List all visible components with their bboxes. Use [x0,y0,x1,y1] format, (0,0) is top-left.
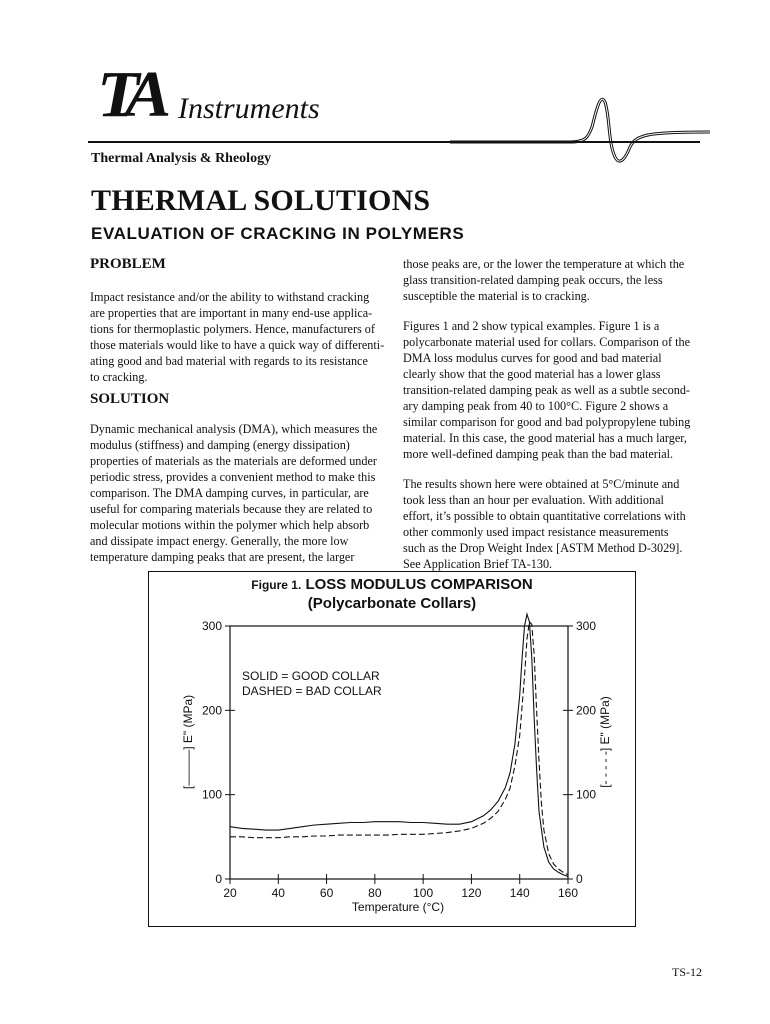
text-line: transition-related damping peak as well as a subtle second- [403,383,690,397]
text-line: modulus (stiffness) and damping (energy dissipation) [90,438,350,452]
text-line: ating good and bad material with regards to its resistance [90,354,368,368]
y-tick-label-left: 300 [201,619,222,633]
problem-section [90,256,390,385]
text-line: molecular motions within the polymer which help absorb [90,518,370,532]
x-tick-label: 120 [461,886,482,900]
x-tick-label: 60 [319,886,334,900]
header-rule [88,141,700,143]
text-line: glass transition-related damping peak occurs, the less [403,273,663,287]
text-line: clearly show that the good material has a lower glass [403,367,661,381]
right-paragraph-1 [403,256,703,304]
text-line: took less than an hour per evaluation. With additional [403,493,664,507]
right-paragraph-2 [403,318,703,462]
logo-ta: TA [97,58,161,131]
y-tick-label-right: 300 [576,619,597,633]
x-axis-label: Temperature (°C) [351,900,445,914]
problem-paragraph [90,289,390,385]
text-line: and dissipate impact energy. Generally, the more low [90,534,349,548]
page-number: TS-12 [672,965,702,979]
text-line: similar comparison for good and bad polypropylene tubing [403,415,691,429]
text-line: other commonly used impact resistance measurements [403,525,669,539]
x-tick-label: 140 [509,886,530,900]
header-subtitle: Thermal Analysis & Rheology [91,151,272,166]
right-column [403,256,703,572]
text-line: periodic stress, provides a convenient method to make this [90,470,376,484]
text-line: effort, it’s possible to obtain quantitative correlations with [403,509,686,523]
y-axis-label-left: [———] E" (MPa) [181,694,195,790]
text-line: to cracking. [90,370,148,384]
solution-section [90,391,390,565]
y-tick-label-left: 0 [215,872,222,886]
text-line: useful for comparing materials because they are related to [90,502,373,516]
series-line-bad-collar [230,622,568,875]
text-line: susceptible the material is to cracking. [403,289,590,303]
text-line: those materials would like to have a quick way of differenti- [90,338,385,352]
problem-heading: PROBLEM [90,256,166,272]
x-tick-label: 40 [271,886,285,900]
text-line: polycarbonate material used for collars. Comparison of the [403,335,690,349]
x-tick-label: 80 [368,886,382,900]
y-tick-label-left: 100 [201,787,222,802]
text-line: material. In this case, the good material has a much larger, [403,431,687,445]
page-title: THERMAL SOLUTIONS [91,184,431,217]
text-line: Dynamic mechanical analysis (DMA), which measures the [90,422,378,436]
text-line: The results shown here were obtained at 5°C/minute and [403,477,680,491]
text-line: Impact resistance and/or the ability to withstand cracking [90,290,370,304]
text-line: such as the Drop Weight Index [ASTM Method D-3029]. [403,541,683,555]
y-tick-label-right: 100 [576,787,597,802]
text-line: See Application Brief TA-130. [403,557,553,571]
loss-modulus-chart [148,571,636,927]
text-line: temperature damping peaks that are present, the larger [90,550,355,564]
text-line: those peaks are, or the lower the temperature at which the [403,257,685,271]
logo-instruments: Instruments [178,92,320,125]
text-line: tions for thermoplastic polymers. Hence, manufacturers of [90,322,375,336]
page-heading: EVALUATION OF CRACKING IN POLYMERS [91,224,465,243]
figure-label: Figure 1. [251,578,302,592]
y-tick-label-left: 200 [201,703,222,718]
x-tick-label: 160 [557,886,579,900]
y-tick-label-right: 200 [576,703,597,718]
text-line: Figures 1 and 2 show typical examples. Figure 1 is a [403,319,660,333]
text-line: properties of materials as the materials are deformed under [90,454,377,468]
legend-dashed-label: DASHED = BAD COLLAR [242,684,382,698]
text-line: more well-defined damping peak than the bad material. [403,447,674,461]
y-tick-label-right: 0 [576,872,583,886]
text-line: ary damping peak from 40 to 100°C. Figure 2 shows a [403,399,669,413]
solution-paragraph [90,421,390,565]
legend-solid-label: SOLID = GOOD COLLAR [242,669,380,683]
logo-wave-icon [450,72,710,172]
right-paragraph-3 [403,476,703,572]
x-tick-label: 20 [223,886,237,900]
text-line: are properties that are important in many end-use applica- [90,306,373,320]
text-line: comparison. The DMA damping curves, in particular, are [90,486,369,500]
solution-heading: SOLUTION [90,391,170,407]
y-axis-label-right: [- - - - -] E" (MPa) [598,696,612,788]
figure-subtitle: (Polycarbonate Collars) [307,595,477,612]
x-tick-label: 100 [413,886,434,900]
figure-title-text: LOSS MODULUS COMPARISON [305,576,533,593]
text-line: DMA loss modulus curves for good and bad material [403,351,662,365]
